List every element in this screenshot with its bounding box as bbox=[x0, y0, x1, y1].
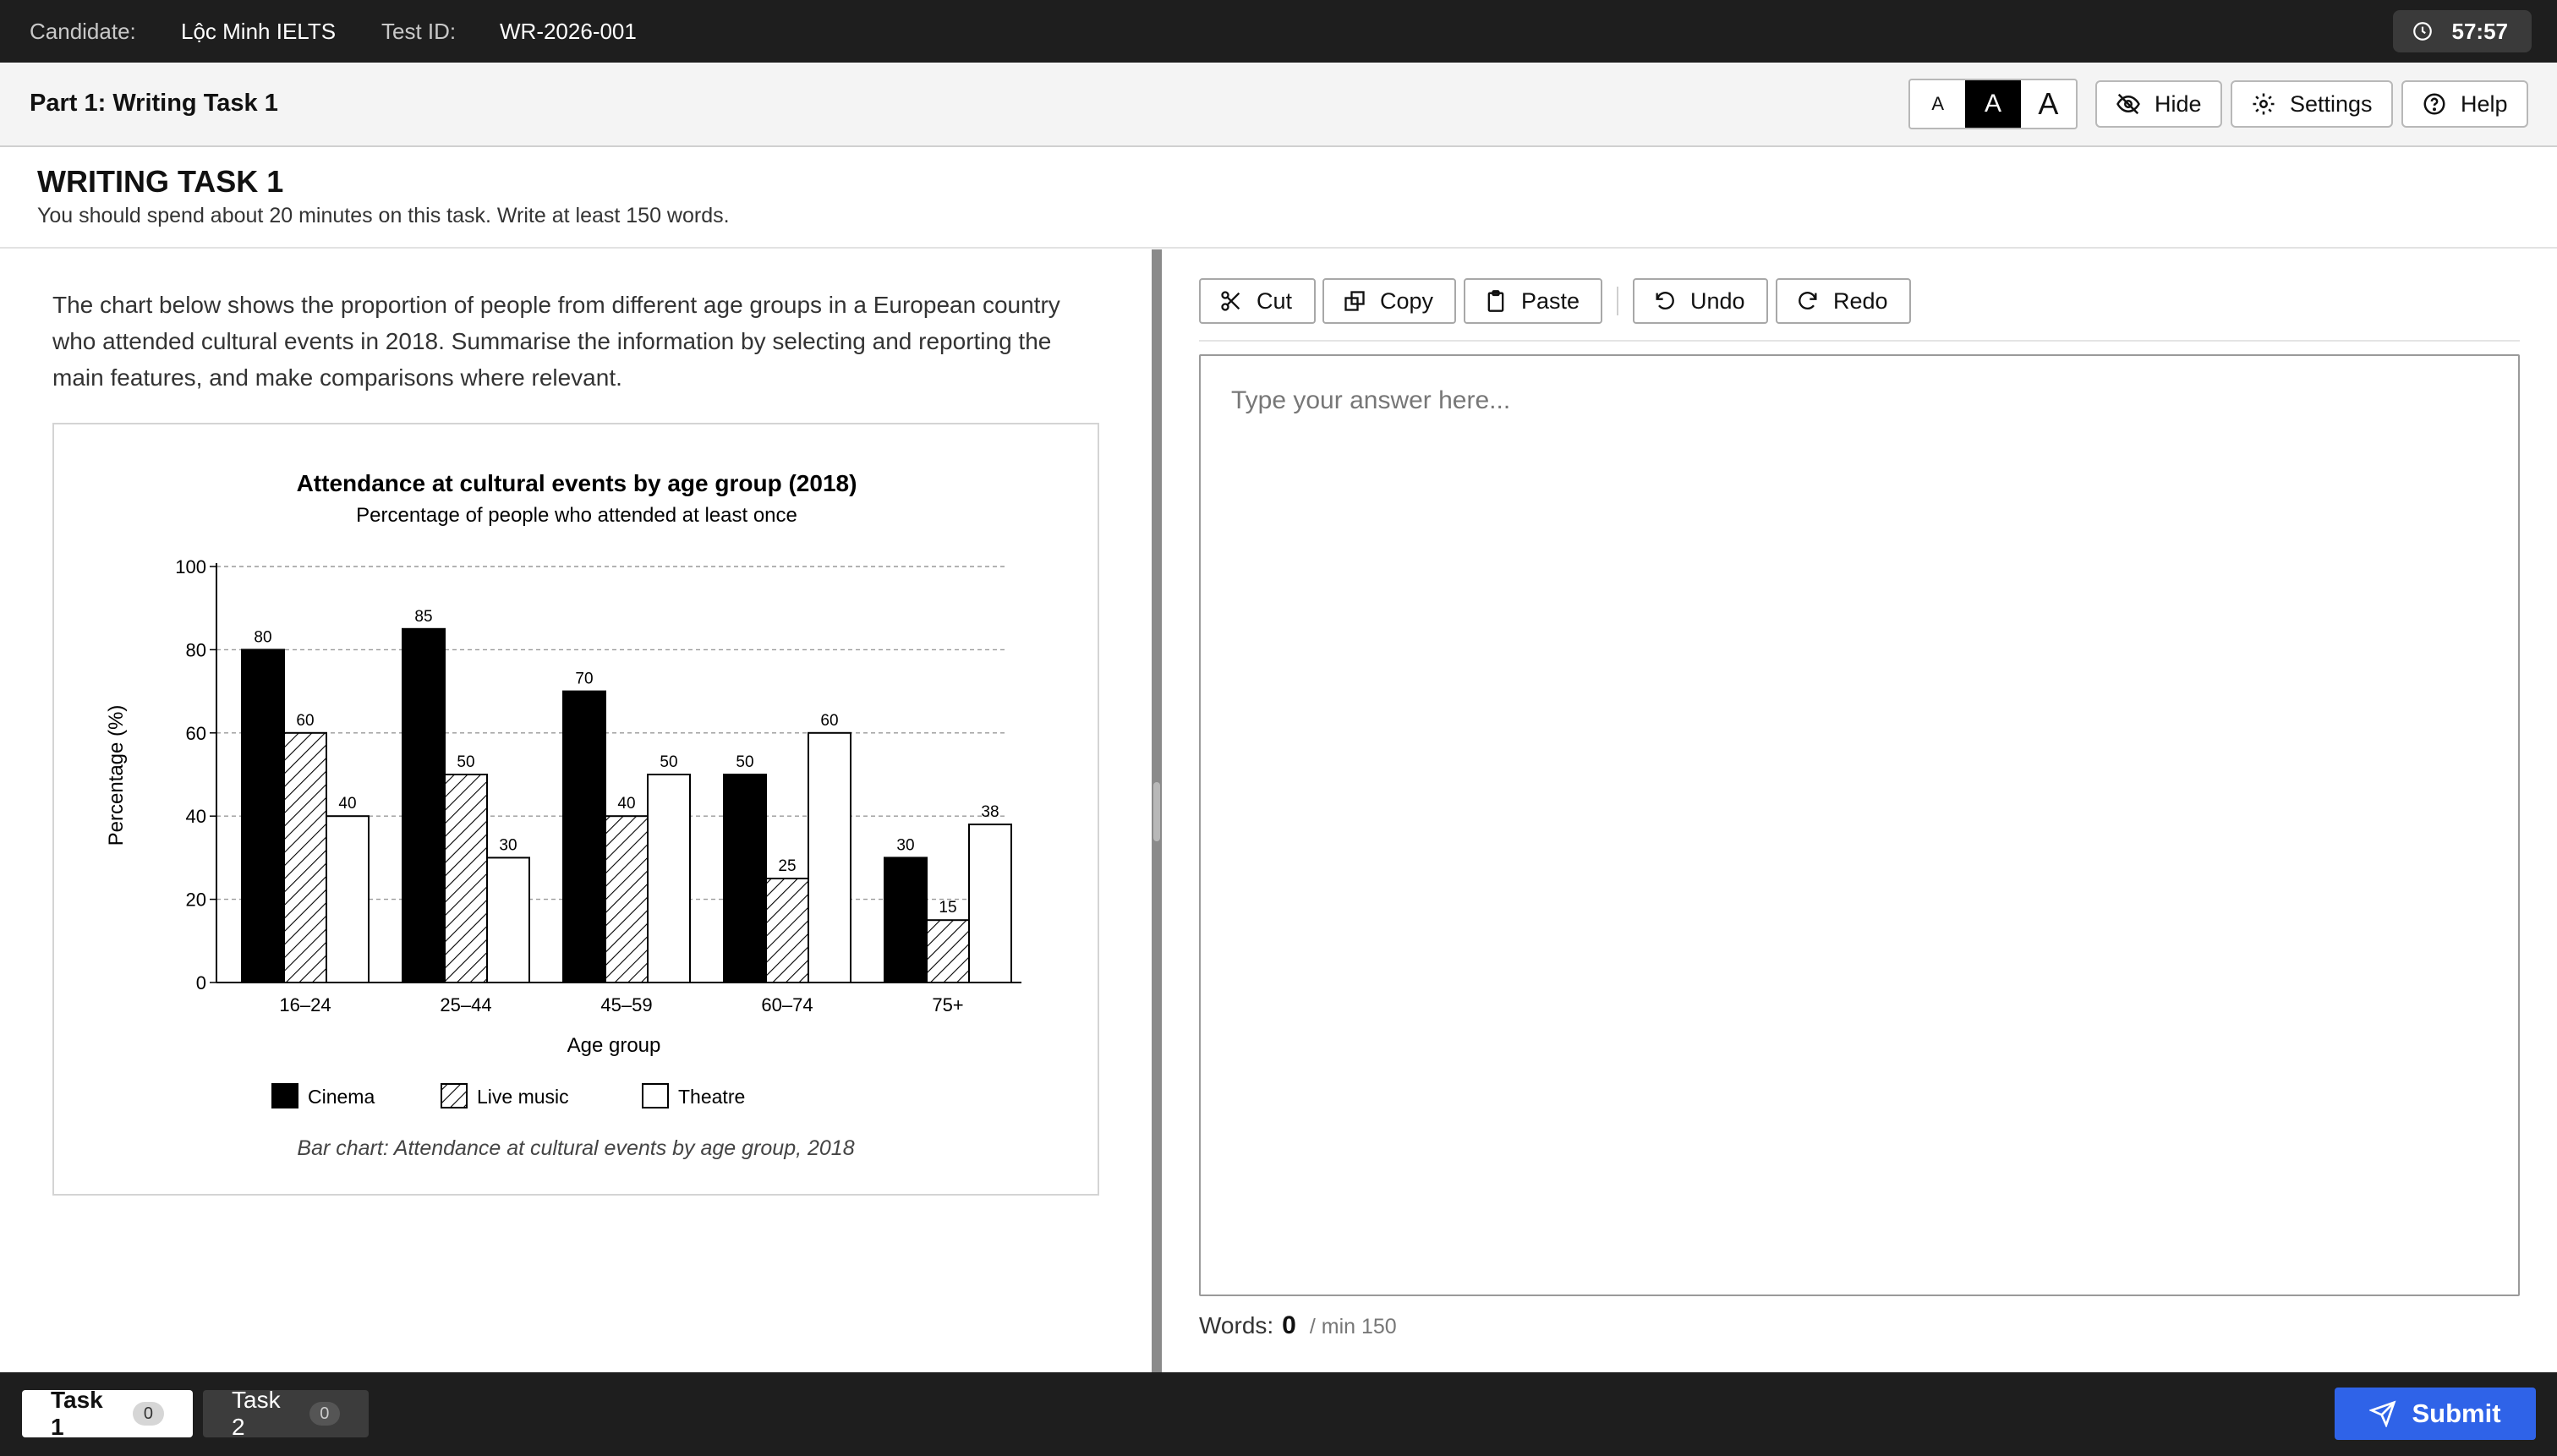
candidate-label: Candidate: bbox=[30, 18, 136, 44]
bar-value-label: 15 bbox=[939, 899, 957, 917]
bar-live-music bbox=[766, 879, 808, 983]
cut-button[interactable] bbox=[1199, 278, 1316, 324]
y-tick-label: 0 bbox=[195, 972, 206, 993]
font-size-small-button[interactable]: A bbox=[1931, 93, 1944, 114]
test-id-value: WR-2026-001 bbox=[500, 18, 637, 44]
test-id-label: Test ID: bbox=[381, 18, 457, 44]
timer-value: 57:57 bbox=[2451, 18, 2508, 44]
tab-label: Task 1 bbox=[51, 1387, 103, 1440]
task-instructions: You should spend about 20 minutes on this task. Write at least 150 words. bbox=[37, 204, 730, 227]
redo-label: Redo bbox=[1833, 287, 1888, 314]
word-count-value: 0 bbox=[1282, 1311, 1296, 1339]
undo-label: Undo bbox=[1690, 287, 1745, 314]
bar-theatre bbox=[808, 733, 851, 983]
x-tick-label: 75+ bbox=[932, 994, 964, 1015]
prompt-line: who attended cultural events in 2018. Summarise the information by selecting and reporting the bbox=[52, 328, 1052, 354]
x-axis-label: Age group bbox=[567, 1034, 661, 1057]
legend-label: Cinema bbox=[308, 1086, 375, 1108]
words-label: Words: bbox=[1199, 1312, 1274, 1338]
question-panel[interactable] bbox=[0, 249, 1152, 1372]
copy-button[interactable] bbox=[1322, 278, 1456, 324]
chart-subtitle: Percentage of people who attended at least once bbox=[356, 504, 797, 527]
bar-value-label: 70 bbox=[575, 670, 594, 688]
bar-cinema bbox=[884, 857, 927, 983]
tab-word-badge: 0 bbox=[133, 1402, 164, 1426]
bar-theatre bbox=[648, 775, 690, 983]
x-tick-label: 16–24 bbox=[279, 994, 331, 1015]
cut-label: Cut bbox=[1257, 287, 1293, 314]
panel-resize-handle[interactable] bbox=[1152, 249, 1162, 1372]
task-heading bbox=[0, 149, 2557, 249]
tab-word-badge: 0 bbox=[309, 1402, 340, 1426]
bar-live-music bbox=[445, 775, 487, 983]
clock-icon bbox=[2412, 20, 2434, 42]
legend-label: Live music bbox=[477, 1086, 569, 1108]
redo-icon bbox=[1796, 289, 1820, 313]
bar-theatre bbox=[326, 816, 369, 983]
timer bbox=[2393, 10, 2532, 52]
prompt-line: The chart below shows the proportion of people from different age groups in a European country bbox=[52, 292, 1060, 318]
help-label: Help bbox=[2461, 90, 2508, 117]
hide-label: Hide bbox=[2155, 90, 2202, 117]
copy-icon bbox=[1343, 289, 1366, 313]
y-axis-label: Percentage (%) bbox=[105, 704, 128, 846]
submit-label: Submit bbox=[2412, 1399, 2501, 1428]
bar-cinema bbox=[402, 629, 445, 983]
bar-cinema bbox=[724, 775, 766, 983]
resize-grip[interactable] bbox=[1153, 782, 1160, 841]
legend-label: Theatre bbox=[678, 1086, 746, 1108]
bar-value-label: 50 bbox=[736, 753, 754, 771]
font-size-selector bbox=[1908, 79, 2078, 129]
bar-cinema bbox=[563, 692, 605, 983]
y-tick-label: 100 bbox=[175, 556, 206, 577]
bar-value-label: 60 bbox=[820, 711, 839, 730]
help-icon bbox=[2422, 91, 2447, 117]
toolbar-divider bbox=[1199, 340, 2520, 342]
bar-value-label: 60 bbox=[296, 711, 315, 730]
word-minimum: / min 150 bbox=[1309, 1315, 1397, 1338]
y-tick-label: 20 bbox=[185, 889, 206, 911]
task-prompt bbox=[52, 287, 1101, 396]
eye-off-icon bbox=[2116, 91, 2141, 117]
font-size-medium-button[interactable]: A bbox=[1965, 80, 2020, 128]
answer-panel bbox=[1162, 249, 2557, 1372]
gear-icon bbox=[2251, 91, 2276, 117]
scissors-icon bbox=[1219, 289, 1243, 313]
bar-value-label: 40 bbox=[338, 795, 357, 813]
bar-cinema bbox=[242, 649, 284, 983]
y-tick-label: 80 bbox=[185, 639, 206, 661]
y-tick-label: 60 bbox=[185, 722, 206, 744]
font-size-large-button[interactable]: A bbox=[2038, 86, 2059, 121]
chart-title: Attendance at cultural events by age group (2018) bbox=[296, 470, 857, 496]
help-button[interactable] bbox=[2401, 80, 2528, 128]
clipboard-icon bbox=[1484, 289, 1508, 313]
bottom-bar bbox=[0, 1372, 2557, 1456]
x-tick-label: 60–74 bbox=[761, 994, 813, 1015]
chart-figure bbox=[52, 423, 1099, 1196]
copy-label: Copy bbox=[1380, 287, 1434, 314]
x-tick-label: 45–59 bbox=[600, 994, 653, 1015]
legend-swatch bbox=[272, 1084, 298, 1108]
bar-value-label: 40 bbox=[617, 795, 636, 813]
bar-live-music bbox=[927, 920, 969, 983]
bar-value-label: 30 bbox=[499, 836, 517, 855]
undo-icon bbox=[1653, 289, 1677, 313]
settings-button[interactable] bbox=[2231, 80, 2393, 128]
y-tick-label: 40 bbox=[185, 806, 206, 828]
paste-label: Paste bbox=[1521, 287, 1580, 314]
part-title: Part 1: Writing Task 1 bbox=[30, 90, 278, 117]
bar-theatre bbox=[487, 857, 529, 983]
paste-button[interactable] bbox=[1464, 278, 1602, 324]
undo-button[interactable] bbox=[1633, 278, 1768, 324]
bar-value-label: 85 bbox=[414, 607, 433, 626]
chart-caption: Bar chart: Attendance at cultural events by age group, 2018 bbox=[297, 1136, 855, 1160]
bar-value-label: 50 bbox=[660, 753, 678, 771]
bar-theatre bbox=[969, 824, 1011, 983]
answer-textarea[interactable] bbox=[1199, 354, 2520, 1296]
bar-value-label: 38 bbox=[981, 803, 999, 822]
submit-button[interactable] bbox=[2335, 1388, 2536, 1440]
legend-swatch bbox=[643, 1084, 668, 1108]
bar-value-label: 25 bbox=[778, 857, 797, 875]
bar-chart bbox=[54, 424, 1098, 1194]
settings-label: Settings bbox=[2290, 90, 2373, 117]
send-icon bbox=[2369, 1400, 2396, 1427]
legend-swatch bbox=[441, 1084, 467, 1108]
part-header bbox=[0, 63, 2557, 147]
tab-label: Task 2 bbox=[232, 1387, 281, 1440]
word-counter bbox=[1199, 1311, 1397, 1340]
redo-button[interactable] bbox=[1776, 278, 1911, 324]
bar-value-label: 30 bbox=[896, 836, 915, 855]
x-tick-label: 25–44 bbox=[440, 994, 492, 1015]
tab-task-1[interactable] bbox=[22, 1387, 193, 1440]
bar-live-music bbox=[284, 733, 326, 983]
hide-button[interactable] bbox=[2095, 80, 2222, 128]
candidate-name: Lộc Minh IELTS bbox=[181, 18, 337, 44]
prompt-line: main features, and make comparisons where relevant. bbox=[52, 364, 622, 391]
bar-value-label: 80 bbox=[254, 628, 272, 647]
bar-live-music bbox=[605, 816, 648, 983]
task-title: WRITING TASK 1 bbox=[37, 164, 284, 199]
toolbar-separator bbox=[1617, 287, 1618, 315]
bar-value-label: 50 bbox=[457, 753, 475, 771]
top-bar bbox=[0, 0, 2557, 63]
tab-task-2[interactable] bbox=[203, 1387, 369, 1440]
